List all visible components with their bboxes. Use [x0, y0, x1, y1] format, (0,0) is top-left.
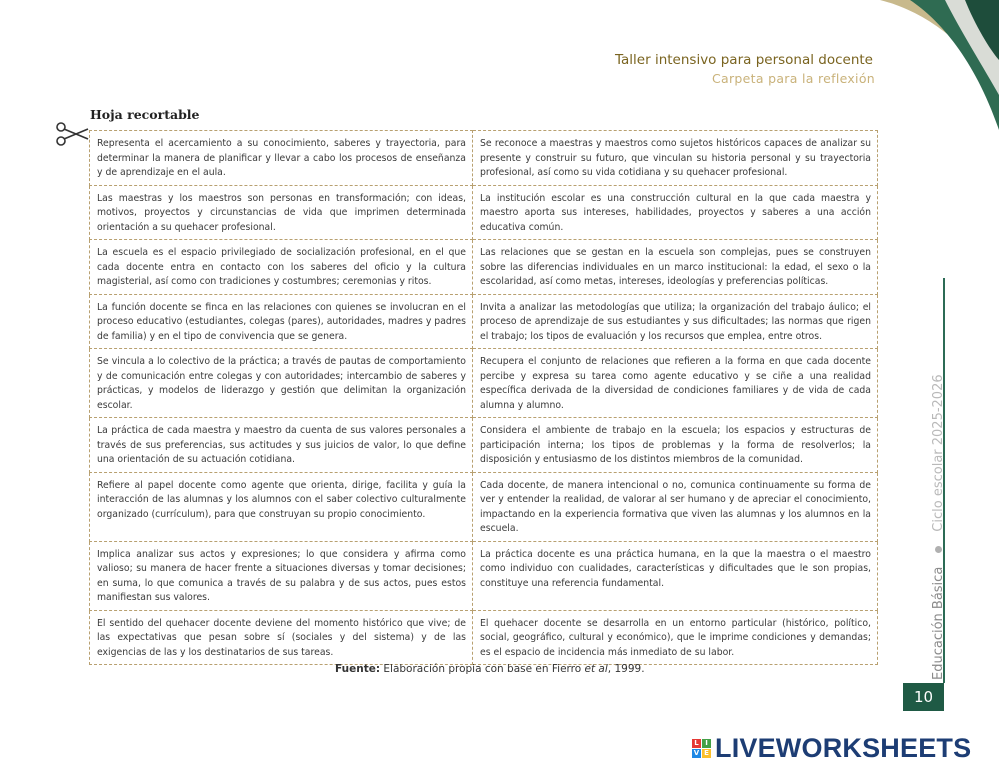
table-cell: Considera el ambiente de trabajo en la escuela; los espacios y estructuras de participación interna; los tipos de problemas y la forma de resolverlos; la disposición y entusiasmo de los distintos miembros de la comunidad.	[473, 418, 878, 473]
table-cell: Cada docente, de manera intencional o no, comunica continuamente su forma de ver y entender la realidad, de valorar al ser humano y de apreciar el conocimiento, impactando en la experiencia formativa que viven las alumnas y los alumnos en la escuela.	[473, 472, 878, 541]
school-cycle: Ciclo escolar 2025-2026	[931, 374, 946, 532]
table-cell: Refiere al papel docente como agente que orienta, dirige, facilita y guía la interacción de las alumnas y los alumnos con el saber colectivo culturalmente organizado (currículum), para que construyan su propio conocimiento.	[90, 472, 473, 541]
header-title: Taller intensivo para personal docente	[615, 52, 873, 68]
table-row	[90, 185, 878, 240]
cutout-table	[89, 130, 878, 665]
brand-name: LIVEWORKSHEETS	[715, 733, 972, 763]
table-row	[90, 349, 878, 418]
table-cell: El quehacer docente se desarrolla en un entorno particular (histórico, político, social, geográfico, cultural y económico), que le imprime condiciones y demandas; es el espacio de incidencia más inmediato de su labor.	[473, 610, 878, 665]
table-row	[90, 418, 878, 473]
brand-grid-letter: L	[692, 739, 701, 748]
table-row	[90, 294, 878, 349]
table-cell: Las maestras y los maestros son personas en transformación; con ideas, motivos, proyectos y circunstancias de vida que imprimen determinada orientación a su quehacer profesional.	[90, 185, 473, 240]
table-cell: Invita a analizar las metodologías que utiliza; la organización del trabajo áulico; el proceso de aprendizaje de sus estudiantes y sus dificultades; las normas que rigen el trabajo; los tipos de evaluación y los recursos que emplea, entre otros.	[473, 294, 878, 349]
education-level: Educación Básica	[931, 566, 946, 680]
source-italic: et al	[584, 663, 608, 675]
source-note	[335, 663, 645, 675]
brand-grid-letter: E	[702, 749, 711, 758]
table-row	[90, 240, 878, 295]
table-row	[90, 541, 878, 610]
page-number: 10	[903, 683, 944, 711]
brand-grid-icon	[692, 739, 711, 758]
brand-grid-letter: I	[702, 739, 711, 748]
table-cell: Representa el acercamiento a su conocimiento, saberes y trayectoria, para determinar la manera de planificar y llevar a cabo los procesos de enseñanza y de aprendizaje en el aula.	[90, 131, 473, 186]
table-cell: La función docente se finca en las relaciones con quienes se involucran en el proceso educativo (estudiantes, colegas (pares), autoridades, madres y padres de familia) y en el tipo de convivencia que se genera.	[90, 294, 473, 349]
table-row	[90, 131, 878, 186]
brand-logo[interactable]	[692, 733, 971, 764]
table-cell: La práctica docente es una práctica humana, en la que la maestra o el maestro como individuo con cualidades, características y dificultades que le son propias, constituye una referencia fundamental.	[473, 541, 878, 610]
table-row	[90, 610, 878, 665]
source-label: Fuente:	[335, 663, 381, 675]
table-cell: La escuela es el espacio privilegiado de socialización profesional, en el que cada docente entra en contacto con los saberes del oficio y la cultura magisterial, así como con tradiciones y costumbres; ceremonias y ritos.	[90, 240, 473, 295]
table-cell: Se vincula a lo colectivo de la práctica; a través de pautas de comportamiento y de comunicación entre colegas y con autoridades; intercambio de saberes y prácticas, y modelos de liderazgo y gestión que delimitan la organización escolar.	[90, 349, 473, 418]
header-subtitle: Carpeta para la reflexión	[712, 71, 875, 86]
sidebar-vertical-text	[931, 374, 946, 680]
corner-decoration	[860, 0, 999, 140]
table-cell: El sentido del quehacer docente deviene del momento histórico que vive; de las expectativas que pesan sobre sí (sociales y del sistema) y de las exigencias de las y los destinatarios de sus tareas.	[90, 610, 473, 665]
section-label: Hoja recortable	[90, 107, 200, 122]
source-text-after: , 1999.	[607, 663, 645, 675]
table-cell: Se reconoce a maestras y maestros como sujetos históricos capaces de analizar su presente y construir su futuro, que vinculan su historia personal y su trayectoria profesional, así como su vida cotidiana y su quehacer profesional.	[473, 131, 878, 186]
table-cell: Las relaciones que se gestan en la escuela son complejas, pues se construyen sobre las diferencias individuales en un marco institucional: la edad, el sexo o la escolaridad, así como metas, intereses, ideologías y preferencias políticas.	[473, 240, 878, 295]
source-text-before: Elaboración propia con base en Fierro	[380, 663, 585, 675]
table-cell: La práctica de cada maestra y maestro da cuenta de sus valores personales a través de sus preferencias, sus actitudes y sus juicios de valor, lo que define una orientación de su actuación cotidiana.	[90, 418, 473, 473]
brand-grid-letter: V	[693, 749, 700, 757]
table-cell: Recupera el conjunto de relaciones que refieren a la forma en que cada docente percibe y expresa su tarea como agente educativo y se ciñe a una realidad específica derivada de la diversidad de condiciones familiares y de vida de cada alumna y alumno.	[473, 349, 878, 418]
table-cell: Implica analizar sus actos y expresiones; lo que considera y afirma como valioso; su manera de hacer frente a situaciones diversas y tomar decisiones; en suma, lo que comunica a través de su palabra y de sus actos, pues estos manifiestan sus valores.	[90, 541, 473, 610]
table-row	[90, 472, 878, 541]
table-cell: La institución escolar es una construcción cultural en la que cada maestra y maestro aporta sus intereses, habilidades, proyectos y saberes a una acción educativa común.	[473, 185, 878, 240]
scissors-icon	[55, 122, 89, 146]
separator-dot	[935, 546, 942, 553]
